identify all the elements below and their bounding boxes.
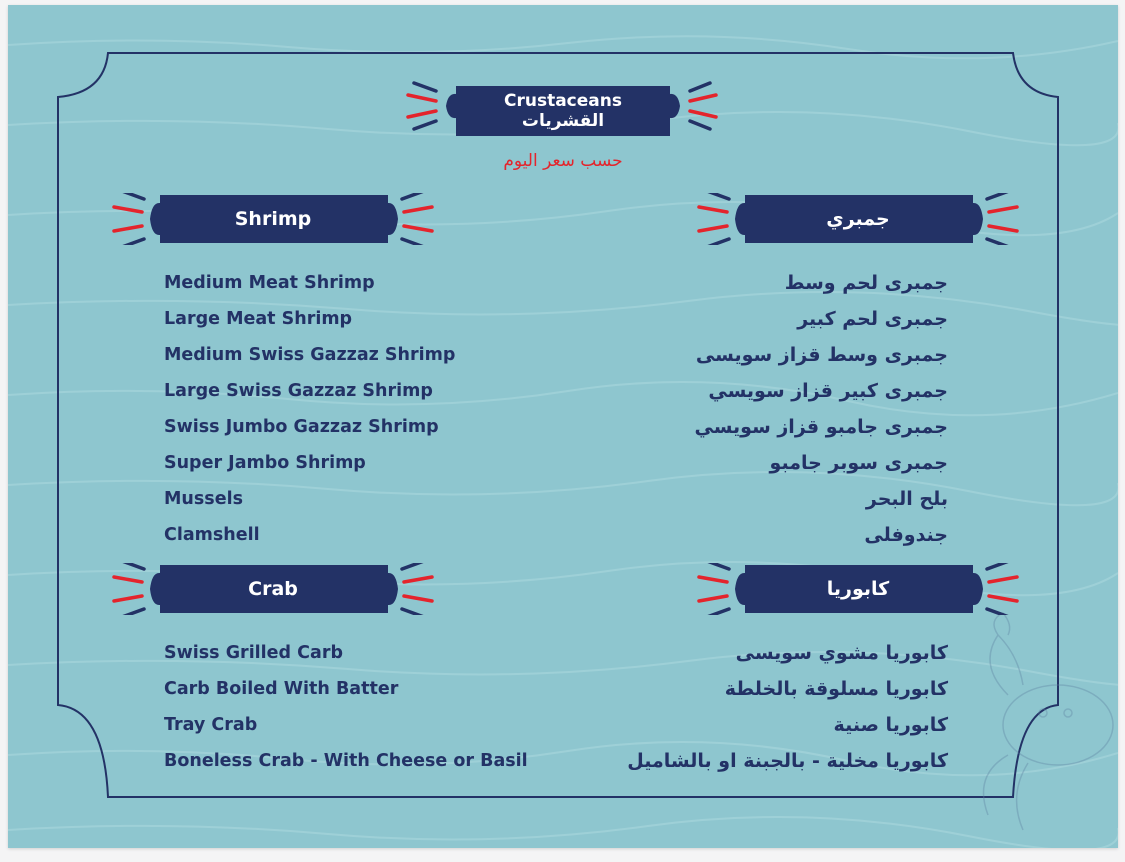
list-item: كابوريا مخلية - بالجبنة او بالشاميل bbox=[627, 750, 948, 772]
list-item: Medium Swiss Gazzaz Shrimp bbox=[164, 345, 456, 365]
crab-heading-ar-banner bbox=[693, 563, 1023, 615]
list-item: Swiss Jumbo Gazzaz Shrimp bbox=[164, 417, 439, 437]
list-item: جمبرى لحم كبير bbox=[797, 308, 948, 330]
title-banner bbox=[398, 81, 728, 141]
list-item: Large Swiss Gazzaz Shrimp bbox=[164, 381, 433, 401]
menu-page bbox=[8, 5, 1118, 848]
list-item: Clamshell bbox=[164, 525, 260, 545]
crab-watermark-icon bbox=[968, 605, 1118, 835]
title-english: Crustaceans bbox=[504, 91, 622, 111]
crab-heading-en-banner bbox=[108, 563, 438, 615]
list-item: Super Jambo Shrimp bbox=[164, 453, 366, 473]
list-item: كابوريا مشوي سويسى bbox=[735, 642, 948, 664]
list-item: بلح البحر bbox=[865, 488, 948, 510]
list-item: جندوفلى bbox=[864, 524, 948, 546]
list-item: Medium Meat Shrimp bbox=[164, 273, 375, 293]
list-item: Large Meat Shrimp bbox=[164, 309, 353, 329]
shrimp-heading-ar: جمبري bbox=[826, 208, 890, 230]
shrimp-heading-en-banner bbox=[108, 193, 438, 245]
crab-heading-en: Crab bbox=[248, 578, 298, 600]
list-item: Carb Boiled With Batter bbox=[164, 679, 399, 699]
list-item: كابوريا مسلوقة بالخلطة bbox=[724, 678, 948, 700]
list-item: Swiss Grilled Carb bbox=[164, 643, 343, 663]
page-title bbox=[504, 91, 622, 131]
shrimp-list-ar bbox=[694, 265, 948, 553]
title-arabic: القشريات bbox=[521, 111, 605, 131]
shrimp-heading-en: Shrimp bbox=[234, 208, 312, 230]
list-item: جمبرى جامبو قزاز سويسي bbox=[694, 416, 948, 438]
crab-heading-ar: كابوريا bbox=[826, 578, 890, 600]
list-item: Mussels bbox=[164, 489, 243, 509]
list-item: جمبرى كبير قزاز سويسي bbox=[708, 380, 948, 402]
crab-list-en bbox=[164, 635, 528, 779]
shrimp-heading-ar-banner bbox=[693, 193, 1023, 245]
list-item: جمبرى وسط قزاز سويسى bbox=[695, 344, 948, 366]
list-item: جمبرى سوبر جامبو bbox=[769, 452, 948, 474]
shrimp-list-en bbox=[164, 265, 455, 553]
list-item: Tray Crab bbox=[164, 715, 258, 735]
list-item: جمبرى لحم وسط bbox=[784, 272, 948, 294]
list-item: Boneless Crab - With Cheese or Basil bbox=[164, 751, 528, 771]
list-item: كابوريا صنية bbox=[833, 714, 948, 736]
price-note: حسب سعر اليوم bbox=[503, 151, 623, 171]
crab-list-ar bbox=[627, 635, 948, 779]
